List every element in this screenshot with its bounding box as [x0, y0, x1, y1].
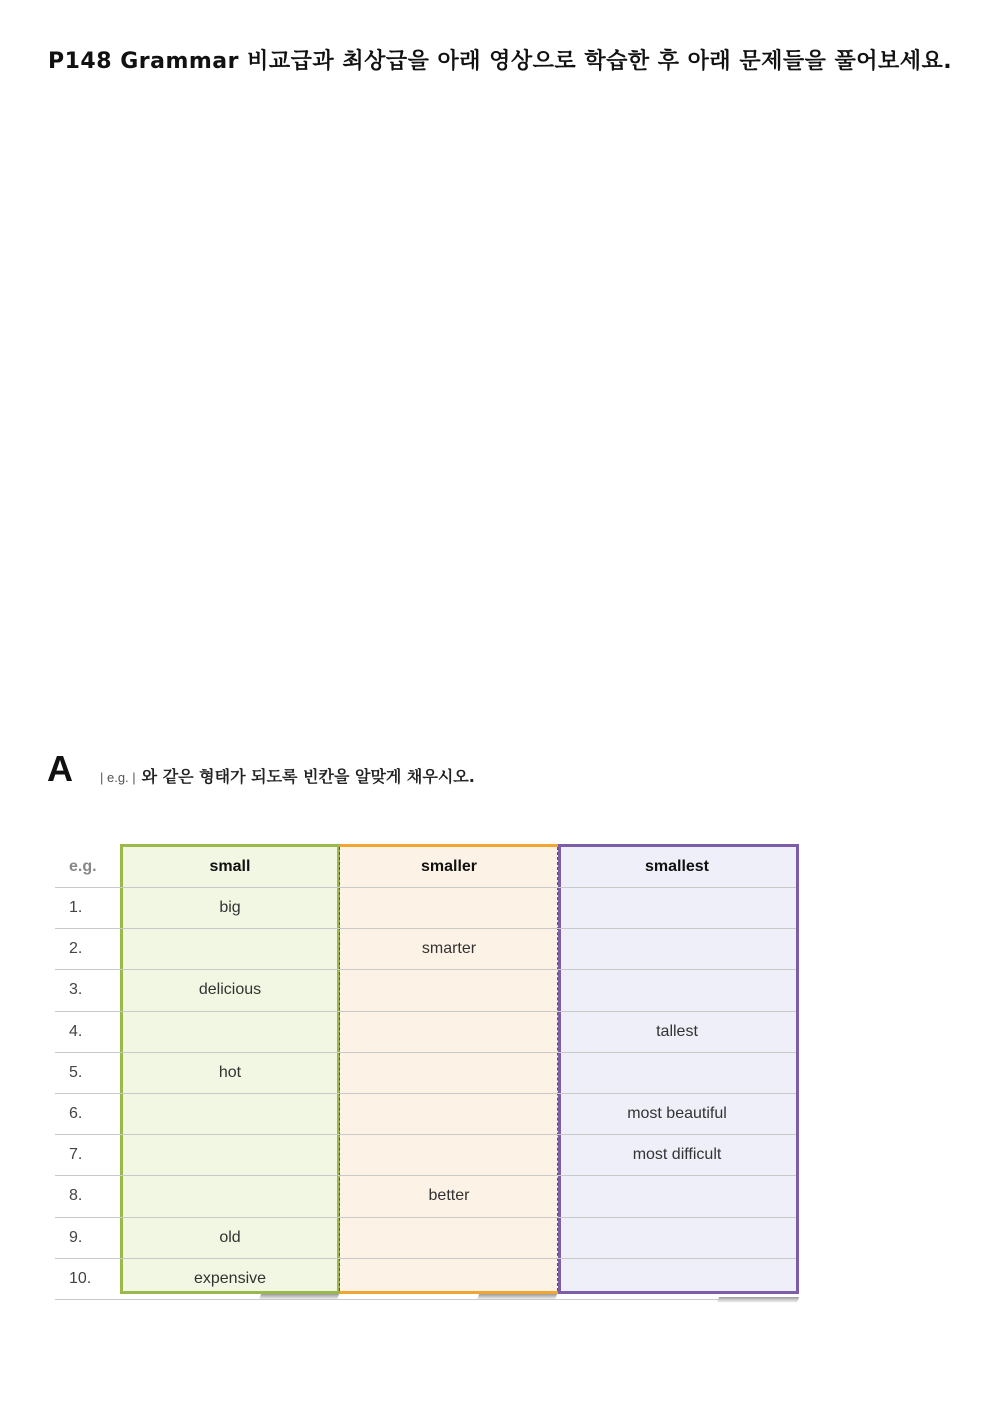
table-row [55, 970, 796, 1011]
instruction-text: 와 같은 형태가 되도록 빈칸을 알맞게 채우시오. [141, 767, 475, 786]
row-number: 7. [69, 1146, 83, 1164]
header-comparative: smaller [420, 858, 478, 875]
positive-cell: old [219, 1228, 241, 1246]
table-row [55, 1218, 796, 1259]
superlative-cell[interactable] [558, 1053, 796, 1093]
superlative-cell[interactable] [558, 970, 796, 1010]
comparative-cell[interactable] [340, 888, 558, 928]
positive-cell: hot [218, 1063, 242, 1081]
comparative-cell[interactable] [340, 1259, 558, 1299]
table-row [55, 1094, 796, 1135]
row-number: 9. [69, 1228, 83, 1246]
positive-cell[interactable] [120, 1135, 340, 1175]
comparative-cell: smarter [421, 940, 477, 958]
row-number: 2. [69, 940, 83, 958]
superlative-cell: most beautiful [627, 1105, 727, 1123]
row-number: 5. [69, 1063, 83, 1081]
table-row [55, 888, 796, 929]
comparison-table [55, 847, 796, 1300]
example-tag: | e.g. | [100, 770, 136, 785]
positive-cell[interactable] [120, 1094, 340, 1134]
row-number: 3. [69, 981, 83, 999]
comparative-cell: better [428, 1187, 470, 1205]
positive-cell: expensive [193, 1269, 267, 1287]
section-instruction [100, 764, 475, 787]
superlative-cell[interactable] [558, 929, 796, 969]
comparative-cell[interactable] [340, 1135, 558, 1175]
page-heading: P148 Grammar 비교급과 최상급을 아래 영상으로 학습한 후 아래 문제들을 풀어보세요. [48, 49, 953, 74]
comparative-cell[interactable] [340, 1218, 558, 1258]
positive-cell[interactable] [120, 929, 340, 969]
comparative-cell[interactable] [340, 1094, 558, 1134]
comparative-cell[interactable] [340, 1012, 558, 1052]
positive-cell: delicious [198, 981, 262, 999]
row-number: 10. [69, 1269, 92, 1287]
superlative-cell[interactable] [558, 1218, 796, 1258]
table-row [55, 1135, 796, 1176]
header-superlative: smallest [644, 858, 710, 875]
superlative-cell[interactable] [558, 888, 796, 928]
table-row [55, 1176, 796, 1217]
header-positive: small [209, 858, 251, 875]
superlative-cell: most difficult [632, 1146, 722, 1164]
superlative-cell[interactable] [558, 1259, 796, 1299]
header-example-label: e.g. [69, 858, 97, 875]
table-row [55, 1012, 796, 1053]
positive-cell[interactable] [120, 1176, 340, 1216]
positive-cell[interactable] [120, 1012, 340, 1052]
table-header-row [55, 847, 796, 888]
superlative-cell: tallest [656, 1022, 698, 1040]
row-number: 4. [69, 1022, 83, 1040]
row-number: 8. [69, 1187, 83, 1205]
table-row [55, 1053, 796, 1094]
positive-cell: big [219, 899, 241, 917]
comparative-cell[interactable] [340, 970, 558, 1010]
row-number: 6. [69, 1105, 83, 1123]
row-number: 1. [69, 899, 83, 917]
section-letter: A [47, 748, 73, 789]
superlative-cell[interactable] [558, 1176, 796, 1216]
table-row [55, 929, 796, 970]
comparative-cell[interactable] [340, 1053, 558, 1093]
table-row [55, 1259, 796, 1300]
